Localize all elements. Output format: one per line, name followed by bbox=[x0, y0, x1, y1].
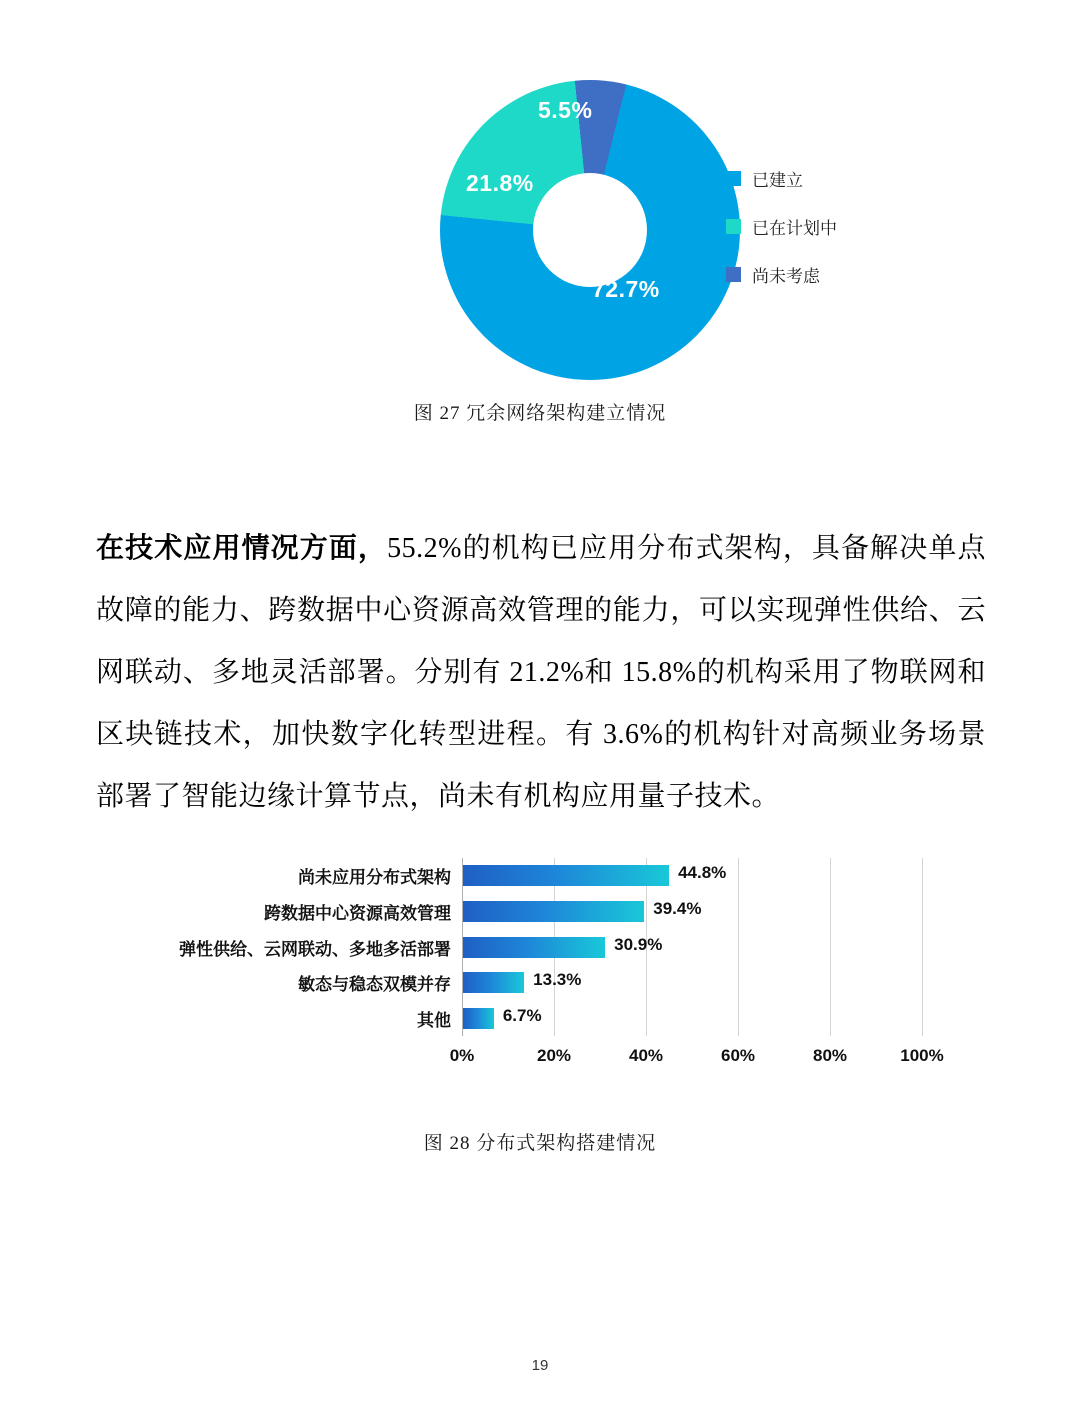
bar-chart-gridline bbox=[738, 858, 739, 1036]
donut-center-hole bbox=[533, 173, 647, 287]
legend-item-planned bbox=[726, 214, 837, 239]
bar-chart bbox=[179, 858, 944, 1118]
bar-value-label: 44.8% bbox=[678, 863, 727, 883]
bar-chart-gridline bbox=[922, 858, 923, 1036]
x-axis-tick: 60% bbox=[720, 1046, 756, 1065]
x-axis-tick: 80% bbox=[812, 1046, 848, 1065]
bar-category-label: 其他 bbox=[417, 1010, 451, 1030]
bar bbox=[463, 865, 669, 886]
x-axis-tick: 100% bbox=[900, 1046, 944, 1065]
x-axis-tick: 40% bbox=[628, 1046, 664, 1065]
legend-label-established: 已建立 bbox=[752, 171, 803, 190]
bar-value-label: 39.4% bbox=[653, 898, 702, 918]
donut-chart bbox=[440, 80, 740, 380]
bar-category-label: 弹性供给、云网联动、多地多活部署 bbox=[179, 939, 451, 959]
legend-label-planned: 已在计划中 bbox=[752, 219, 837, 238]
legend-item-notconsidered bbox=[726, 262, 837, 287]
paragraph-rest: 55.2%的机构已应用分布式架构，具备解决单点故障的能力、跨数据中心资源高效管理的能力，可以实现弹性供给、云网联动、多地灵活部署。分别有 21.2%和 15.8%的机构采用了物联网和区块链技术，加快数字化转型进程。有 3.6%的机构针对高频业务场景部署了智能边缘计算节点，尚未有机构应用量子技术。 bbox=[96, 533, 986, 812]
figure-27-caption: 图 27 冗余网络架构建立情况 bbox=[413, 403, 667, 424]
bar-value-label: 6.7% bbox=[502, 1005, 542, 1025]
x-axis-tick: 0% bbox=[449, 1046, 475, 1065]
donut-slice-label-notconsidered: 5.5% bbox=[538, 97, 593, 123]
figure-27 bbox=[0, 70, 1080, 400]
bar bbox=[463, 972, 524, 993]
bar bbox=[463, 937, 605, 958]
bar-row bbox=[298, 863, 727, 888]
bar-value-label: 13.3% bbox=[533, 970, 582, 990]
bar-value-label: 30.9% bbox=[614, 934, 663, 954]
bar-chart-gridline bbox=[830, 858, 831, 1036]
bar bbox=[463, 1008, 494, 1029]
bar-category-label: 尚未应用分布式架构 bbox=[298, 868, 451, 888]
legend-item-established bbox=[726, 166, 837, 191]
bar-row bbox=[264, 898, 702, 923]
bar-category-label: 跨数据中心资源高效管理 bbox=[264, 903, 451, 923]
bar-category-label: 敏态与稳态双模并存 bbox=[298, 975, 451, 995]
legend-swatch-notconsidered bbox=[726, 267, 741, 282]
x-axis-tick: 20% bbox=[536, 1046, 572, 1065]
donut-slice-label-planned: 21.8% bbox=[466, 170, 534, 196]
bar-row bbox=[179, 934, 663, 959]
paragraph-lead: 在技术应用情况方面， bbox=[96, 533, 388, 564]
bar bbox=[463, 901, 644, 922]
body-paragraph bbox=[96, 518, 986, 828]
figure-28-caption: 图 28 分布式架构搭建情况 bbox=[423, 1133, 657, 1154]
bar-row bbox=[417, 1005, 542, 1030]
donut-legend bbox=[726, 166, 837, 310]
donut-slice-label-established: 72.7% bbox=[592, 276, 660, 302]
page-number: 19 bbox=[531, 1357, 549, 1374]
figure-28 bbox=[0, 840, 1080, 1130]
bar-row bbox=[298, 970, 582, 995]
legend-label-notconsidered: 尚未考虑 bbox=[752, 267, 820, 286]
legend-swatch-established bbox=[726, 171, 741, 186]
legend-swatch-planned bbox=[726, 219, 741, 234]
